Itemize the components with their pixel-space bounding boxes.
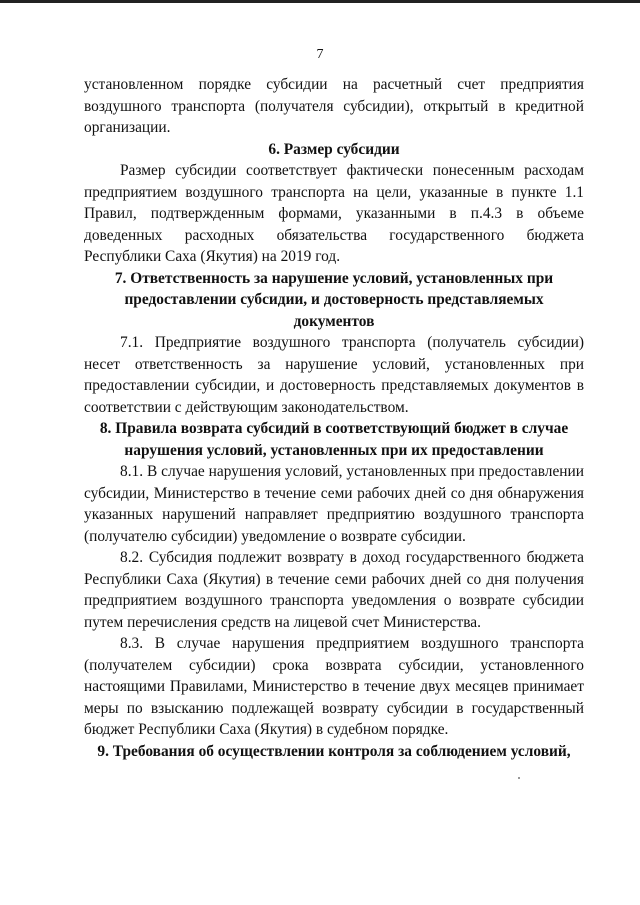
document-body bbox=[84, 74, 584, 762]
section-8-heading: 8. Правила возврата субсидий в соответствующий бюджет в случае нарушения условий, установленных при их предоставлении bbox=[99, 420, 569, 459]
section-8-paragraph-2: 8.2. Субсидия подлежит возврату в доход государственного бюджета Республики Саха (Якутия) в течение семи рабочих дней со дня получения предприятием воздушного транспорта уведомления о возврате субсидии путем перечисления средств на лицевой счет Министерства. bbox=[84, 549, 584, 631]
section-7-paragraph-1: 7.1. Предприятие воздушного транспорта (получатель субсидии) несет ответственность за нарушение условий, установленных при предоставлении субсидии, и достоверность представляемых документов в соответствии с действующим законодательством. bbox=[84, 334, 584, 416]
page-top-edge bbox=[0, 0, 640, 3]
section-7-heading: 7. Ответственность за нарушение условий, установленных при предоставлении субсидии, и достоверность представляемых документов bbox=[114, 269, 554, 330]
scan-speck bbox=[518, 777, 520, 779]
intro-paragraph: установленном порядке субсидии на расчетный счет предприятия воздушного транспорта (получателя субсидии), открытый в кредитной организации. bbox=[84, 76, 584, 136]
section-8-paragraph-1: 8.1. В случае нарушения условий, установленных при предоставлении субсидии, Министерство в течение семи рабочих дней со дня обнаружения указанных нарушений направляет предприятию воздушного транспорта (получателю субсидии) уведомление о возврате субсидии. bbox=[84, 463, 584, 545]
section-6-paragraph: Размер субсидии соответствует фактически понесенным расходам предприятием воздушного транспорта на цели, указанные в пункте 1.1 Правил, подтвержденным формами, указанными в п.4.3 в объеме доведенных расходных обязательства государственного бюджета Республики Саха (Якутия) на 2019 год. bbox=[84, 162, 584, 265]
page-number: 7 bbox=[316, 47, 324, 62]
section-8-paragraph-3: 8.3. В случае нарушения предприятием воздушного транспорта (получателем субсидии) срока возврата субсидии, установленного настоящими Правилами, Министерство в течение двух месяцев принимает меры по взысканию подлежащей возврату субсидии в государственный бюджет Республики Саха (Якутия) в судебном порядке. bbox=[84, 635, 584, 738]
section-6-heading: 6. Размер субсидии bbox=[268, 140, 400, 158]
section-9-heading: 9. Требования об осуществлении контроля за соблюдением условий, bbox=[97, 742, 571, 760]
